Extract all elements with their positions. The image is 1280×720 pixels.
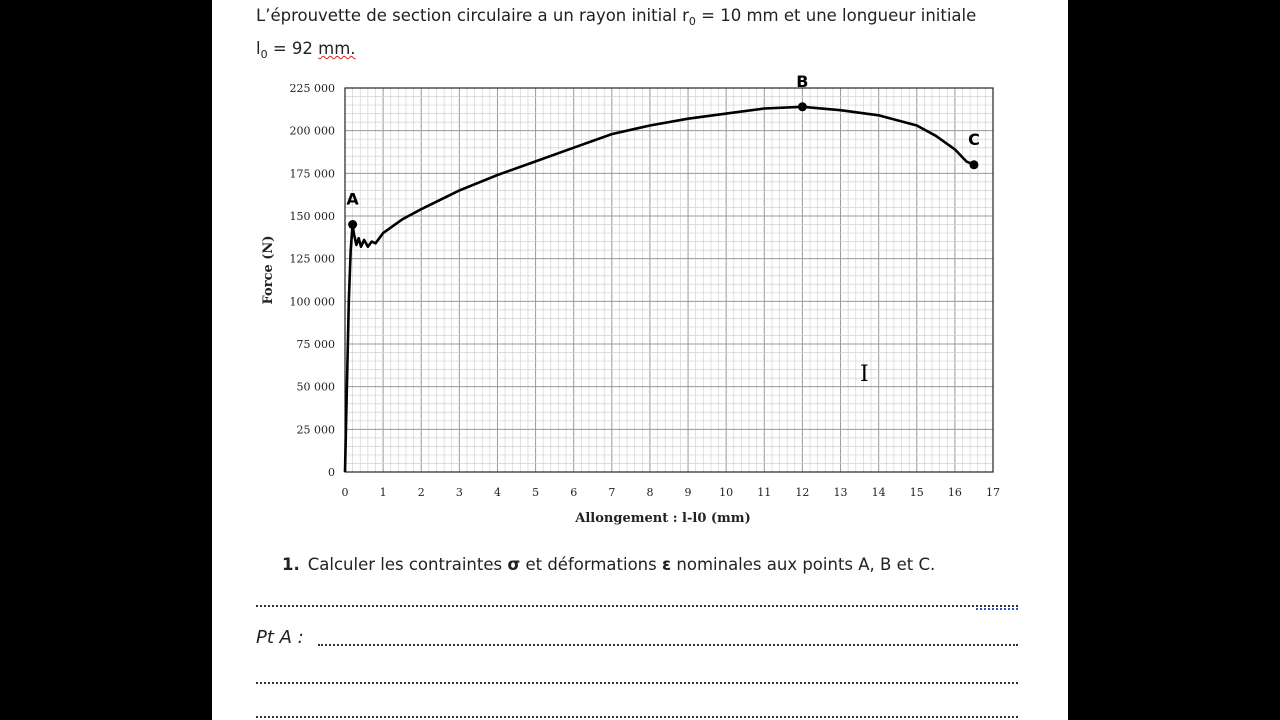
point-a-marker [348,220,357,229]
force-curve [345,107,974,472]
point-c-label: C [968,129,980,149]
answer-line-4[interactable] [256,716,1018,718]
x-tick-label: 11 [757,486,772,499]
y-tick-label: 25 000 [296,423,335,437]
point-a-label: A [346,189,359,209]
epsilon-symbol: ε [661,555,672,574]
intro-text: L’éprouvette de section circulaire a un rayon initial r [256,6,689,25]
question-1 [282,555,935,574]
y-tick-label: 200 000 [289,124,335,138]
answer-line-1[interactable] [256,605,1018,607]
x-tick-label: 8 [646,486,654,499]
sigma-symbol: σ [507,555,521,574]
intro-text: = 10 mm et une longueur initiale [695,6,977,25]
intro-subscript: 0 [688,15,696,28]
point-b-marker [798,102,807,111]
x-tick-label: 12 [795,486,810,499]
y-tick-labels [290,82,336,479]
point-c-marker [969,160,978,169]
document-page [212,0,1068,720]
answer-line-1-grammar-marker [976,604,1018,610]
y-axis-label: Force (N) [261,235,276,305]
intro-unit-misspelled: mm. [318,39,356,58]
x-tick-label: 16 [947,486,962,499]
y-tick-label: 150 000 [289,210,335,223]
y-tick-label: 125 000 [289,252,335,266]
x-tick-label: 3 [455,486,463,499]
x-tick-label: 5 [532,486,540,499]
y-tick-label: 100 000 [289,295,335,309]
y-tick-label: 175 000 [289,167,335,181]
answer-line-3[interactable] [256,682,1018,684]
force-elongation-chart [212,0,1068,540]
question-number: 1. [282,555,300,574]
intro-text: = 92 [267,39,319,58]
x-tick-labels [342,486,1001,499]
x-tick-label: 1 [379,486,387,499]
intro-text: l [256,39,261,58]
x-tick-label: 6 [570,486,578,499]
text-cursor-icon: I [860,362,869,387]
x-tick-label: 9 [684,486,692,499]
x-tick-label: 2 [417,486,425,499]
y-tick-label: 75 000 [296,338,335,351]
y-tick-label: 225 000 [289,82,335,95]
x-tick-label: 14 [871,486,886,499]
question-text: et déformations [520,555,662,574]
plot-frame [345,88,993,472]
x-tick-label: 17 [986,486,1000,499]
point-b-label: B [796,71,809,91]
y-tick-label: 50 000 [296,380,335,394]
answer-line-point-a[interactable] [318,644,1018,646]
y-tick-label: 0 [328,466,335,479]
chart-grid [345,88,993,472]
intro-subscript: 0 [260,48,268,61]
x-tick-label: 13 [833,486,848,499]
x-tick-label: 4 [493,486,501,499]
x-axis-label: Allongement : l-l0 (mm) [575,511,751,526]
question-text: nominales aux points A, B et C. [671,555,936,574]
answer-point-a-row[interactable] [256,627,1018,651]
curve-points [346,72,979,229]
question-text: Calculer les contraintes [307,555,508,574]
x-tick-label: 0 [341,486,349,499]
x-tick-label: 15 [909,486,924,499]
point-a-label: Pt A : [256,627,304,648]
x-tick-label: 7 [608,486,616,499]
x-tick-label: 10 [719,486,734,499]
